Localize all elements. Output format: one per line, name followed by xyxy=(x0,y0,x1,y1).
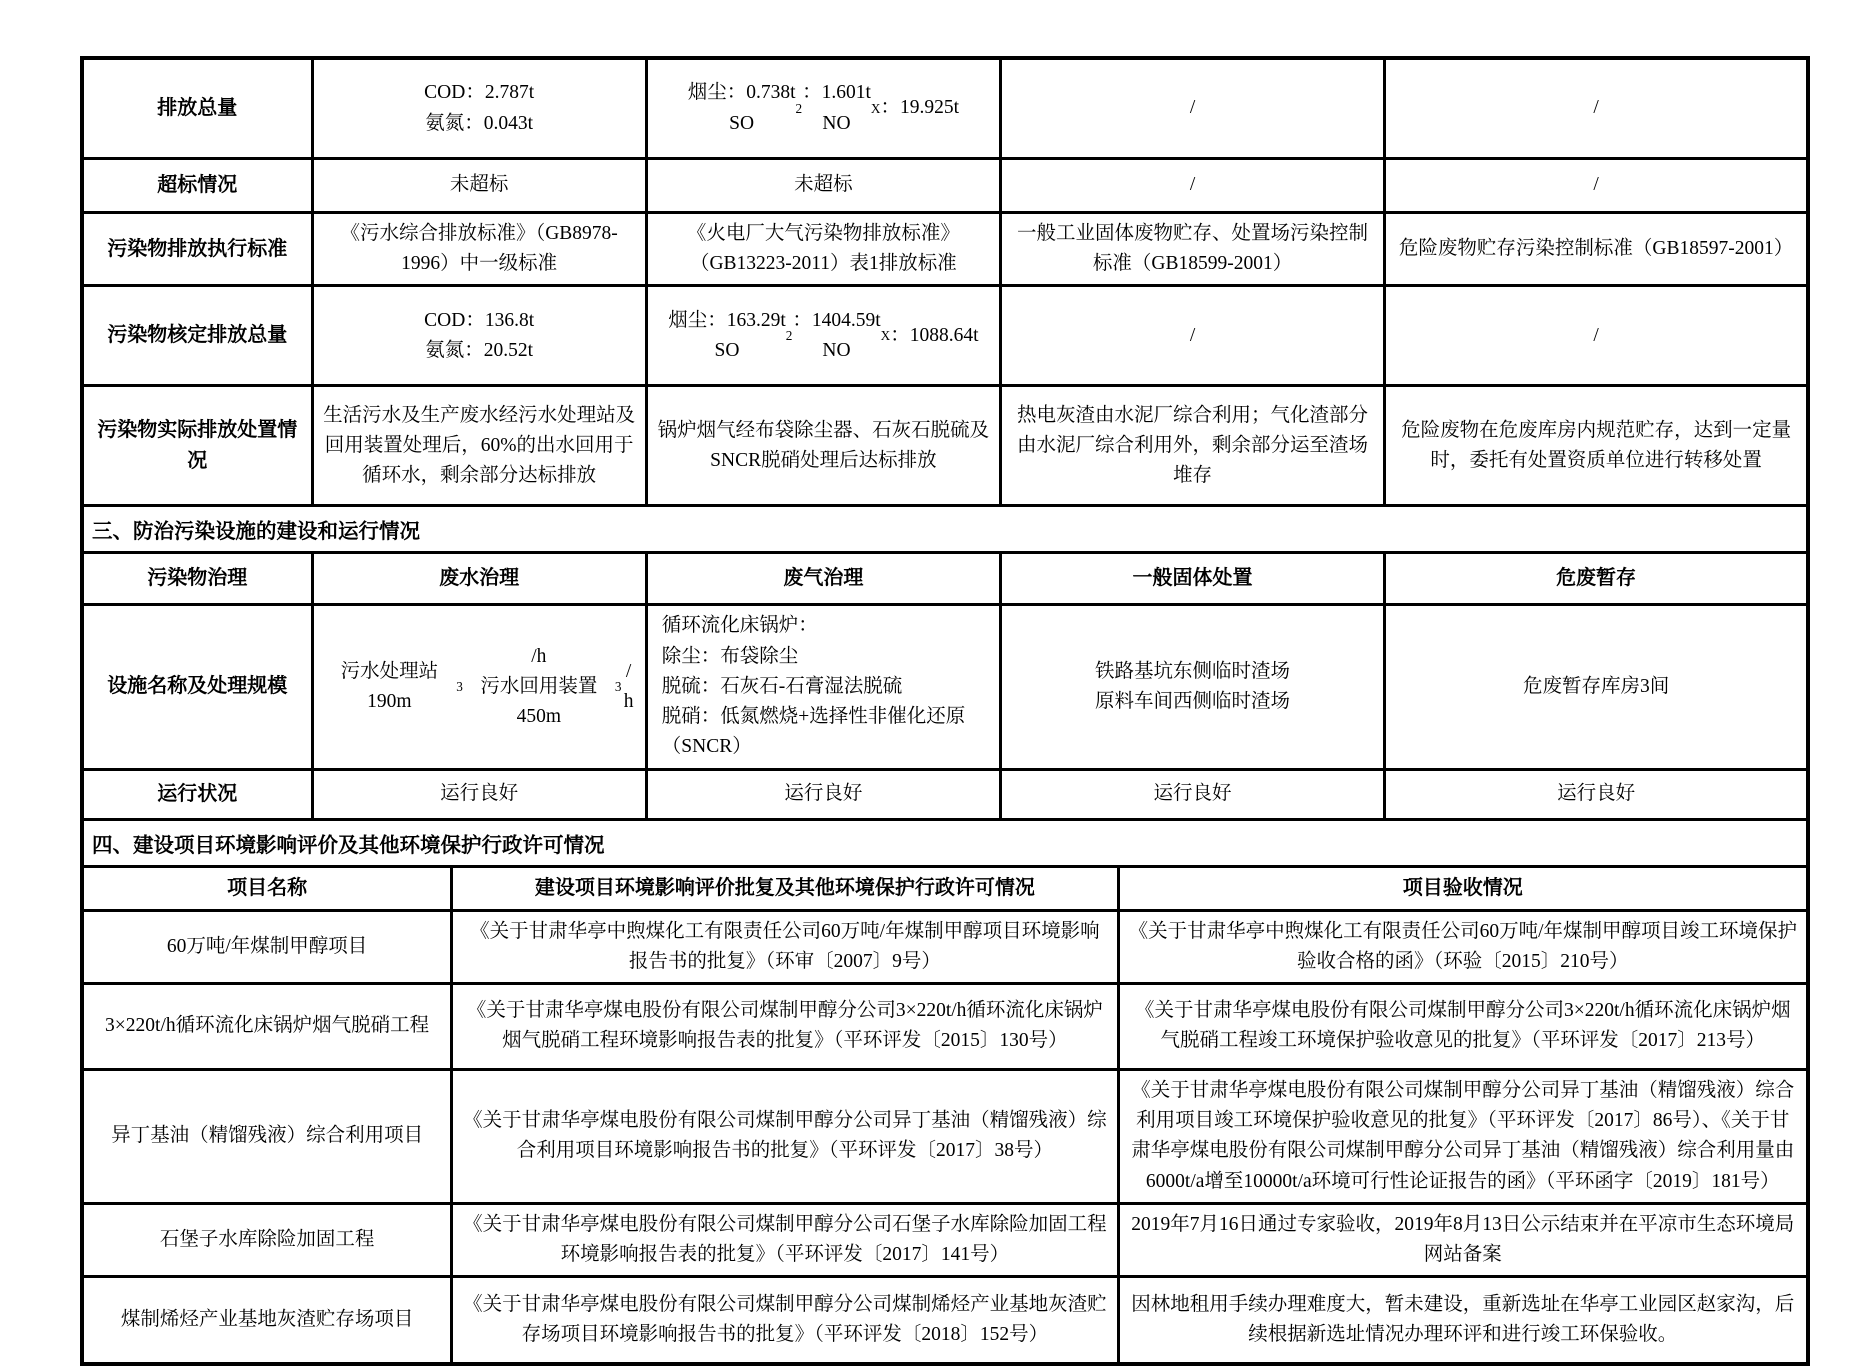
table-cell: COD：2.787t 氨氮：0.043t xyxy=(314,60,648,160)
approval-cell: 《关于甘肃华亭中煦煤化工有限责任公司60万吨/年煤制甲醇项目环境影响报告书的批复》（环审〔2007〕9号） xyxy=(453,912,1119,985)
table-cell: 运行良好 xyxy=(1002,771,1386,821)
table-row xyxy=(84,387,1806,507)
acceptance-cell: 因林地租用手续办理难度大，暂未建设，重新选址在华亭工业园区赵家沟，后续根据新选址情况办理环评和进行竣工环保验收。 xyxy=(1131,1294,1795,1346)
column-header: 一般固体处置 xyxy=(1002,554,1386,606)
table-cell: 危废暂存库房3间 xyxy=(1386,606,1806,770)
table-row xyxy=(84,1071,1806,1205)
table-row xyxy=(84,912,1806,985)
table-cell: 一般工业固体废物贮存、处置场污染控制标准（GB18599-2001） xyxy=(1002,214,1386,287)
table-cell: 危险废物在危废库房内规范贮存，达到一定量时，委托有处置资质单位进行转移处置 xyxy=(1386,387,1806,507)
table-cell: 运行良好 xyxy=(1386,771,1806,821)
table-row xyxy=(84,1205,1806,1278)
row-label: 超标情况 xyxy=(84,160,314,214)
acceptance-cell: 《关于甘肃华亭中煦煤化工有限责任公司60万吨/年煤制甲醇项目竣工环境保护验收合格的函》（环验〔2015〕210号） xyxy=(1120,912,1806,985)
table-row xyxy=(84,60,1806,160)
acceptance-cell: 《关于甘肃华亭煤电股份有限公司煤制甲醇分公司3×220t/h循环流化床锅炉烟气脱硝工程竣工环境保护验收意见的批复》（平环评发〔2017〕213号） xyxy=(1120,985,1806,1071)
table-cell: / xyxy=(1002,287,1386,387)
row-label: 污染物实际排放处置情况 xyxy=(84,387,314,507)
table-cell: / xyxy=(1386,160,1806,214)
table-cell: 烟尘：163.29t SO 2 ：1404.59t NO X ：1088.64t xyxy=(648,287,1002,387)
table-row xyxy=(84,287,1806,387)
row-label: 排放总量 xyxy=(84,60,314,160)
table-cell: / xyxy=(1002,160,1386,214)
table-cell: 铁路基坑东侧临时渣场 原料车间西侧临时渣场 xyxy=(1002,606,1386,770)
project-name-cell: 3×220t/h循环流化床锅炉烟气脱硝工程 xyxy=(84,985,453,1071)
column-header: 项目名称 xyxy=(84,868,453,912)
column-header: 废水治理 xyxy=(314,554,648,606)
table-cell: 锅炉烟气经布袋除尘器、石灰石脱硫及SNCR脱硝处理后达标排放 xyxy=(648,387,1002,507)
table-cell: 污水处理站190m 3 /h 污水回用装置450m 3 /h xyxy=(314,606,648,770)
table-cell: 未超标 xyxy=(314,160,648,214)
table-row xyxy=(84,771,1806,821)
column-header: 项目验收情况 xyxy=(1120,868,1806,912)
table-cell: 烟尘：0.738t SO 2 ：1.601t NO X ：19.925t xyxy=(648,60,1002,160)
table-cell: 循环流化床锅炉： 除尘：布袋除尘 脱硫：石灰石-石膏湿法脱硫 脱硝：低氮燃烧+选择性非催化还原 （SNCR） xyxy=(648,606,1002,770)
row-label: 运行状况 xyxy=(84,771,314,821)
row-label: 污染物核定排放总量 xyxy=(84,287,314,387)
table-row xyxy=(84,1278,1806,1362)
treatment-facilities-section xyxy=(84,507,1806,820)
table-header-row xyxy=(84,554,1806,606)
table-cell: / xyxy=(1002,60,1386,160)
section4-title: 四、建设项目环境影响评价及其他环境保护行政许可情况 xyxy=(84,821,1806,868)
table-cell: 《污水综合排放标准》（GB8978-1996）中一级标准 xyxy=(314,214,648,287)
table-cell: 生活污水及生产废水经污水处理站及回用装置处理后，60%的出水回用于循环水，剩余部分达标排放 xyxy=(314,387,648,507)
column-header: 危废暂存 xyxy=(1386,554,1806,606)
approval-cell: 《关于甘肃华亭煤电股份有限公司煤制甲醇分公司石堡子水库除险加固工程环境影响报告表的批复》（平环评发〔2017〕141号） xyxy=(453,1205,1119,1278)
eia-permits-section xyxy=(84,821,1806,1363)
project-name-cell: 石堡子水库除险加固工程 xyxy=(84,1205,453,1278)
table-cell: 热电灰渣由水泥厂综合利用；气化渣部分由水泥厂综合利用外，剩余部分运至渣场堆存 xyxy=(1002,387,1386,507)
project-name-cell: 异丁基油（精馏残液）综合利用项目 xyxy=(84,1071,453,1205)
project-name-cell: 60万吨/年煤制甲醇项目 xyxy=(84,912,453,985)
table-cell: / xyxy=(1386,287,1806,387)
section3-title: 三、防治污染设施的建设和运行情况 xyxy=(84,507,1806,554)
table-row xyxy=(84,214,1806,287)
environmental-disclosure-table xyxy=(80,56,1810,1366)
table-row xyxy=(84,160,1806,214)
table-cell: 危险废物贮存污染控制标准（GB18597-2001） xyxy=(1386,214,1806,287)
table-row xyxy=(84,985,1806,1071)
column-header: 废气治理 xyxy=(648,554,1002,606)
row-label: 污染物排放执行标准 xyxy=(84,214,314,287)
table-cell: 运行良好 xyxy=(648,771,1002,821)
approval-cell: 《关于甘肃华亭煤电股份有限公司煤制甲醇分公司煤制烯烃产业基地灰渣贮存场项目环境影响报告书的批复》（平环评发〔2018〕152号） xyxy=(453,1278,1119,1362)
approval-cell: 《关于甘肃华亭煤电股份有限公司煤制甲醇分公司3×220t/h循环流化床锅炉烟气脱硝工程环境影响报告表的批复》（平环评发〔2015〕130号） xyxy=(453,985,1119,1071)
table-cell: 《火电厂大气污染物排放标准》（GB13223-2011）表1排放标准 xyxy=(648,214,1002,287)
table-row xyxy=(84,606,1806,770)
column-header: 污染物治理 xyxy=(84,554,314,606)
project-name-cell: 煤制烯烃产业基地灰渣贮存场项目 xyxy=(84,1278,453,1362)
pollutant-discharge-section xyxy=(84,60,1806,507)
table-cell: / xyxy=(1386,60,1806,160)
row-label: 设施名称及处理规模 xyxy=(84,606,314,770)
table-cell: 未超标 xyxy=(648,160,1002,214)
acceptance-cell: 2019年7月16日通过专家验收，2019年8月13日公示结束并在平凉市生态环境局网站备案 xyxy=(1120,1205,1806,1278)
approval-cell: 《关于甘肃华亭煤电股份有限公司煤制甲醇分公司异丁基油（精馏残液）综合利用项目环境影响报告书的批复》（平环评发〔2017〕38号） xyxy=(453,1071,1119,1205)
table-cell: 运行良好 xyxy=(314,771,648,821)
acceptance-cell: 《关于甘肃华亭煤电股份有限公司煤制甲醇分公司异丁基油（精馏残液）综合利用项目竣工环境保护验收意见的批复》（平环评发〔2017〕86号）、《关于甘肃华亭煤电股份有限公司煤制甲醇分公司异丁基油（精馏残液）综合利用量由6000t/a增至10000t/a环境可行性论证报告的函》（平环函字〔2019〕181号） xyxy=(1120,1071,1806,1205)
column-header: 建设项目环境影响评价批复及其他环境保护行政许可情况 xyxy=(453,868,1119,912)
table-cell: COD：136.8t 氨氮：20.52t xyxy=(314,287,648,387)
table-header-row xyxy=(84,868,1806,912)
